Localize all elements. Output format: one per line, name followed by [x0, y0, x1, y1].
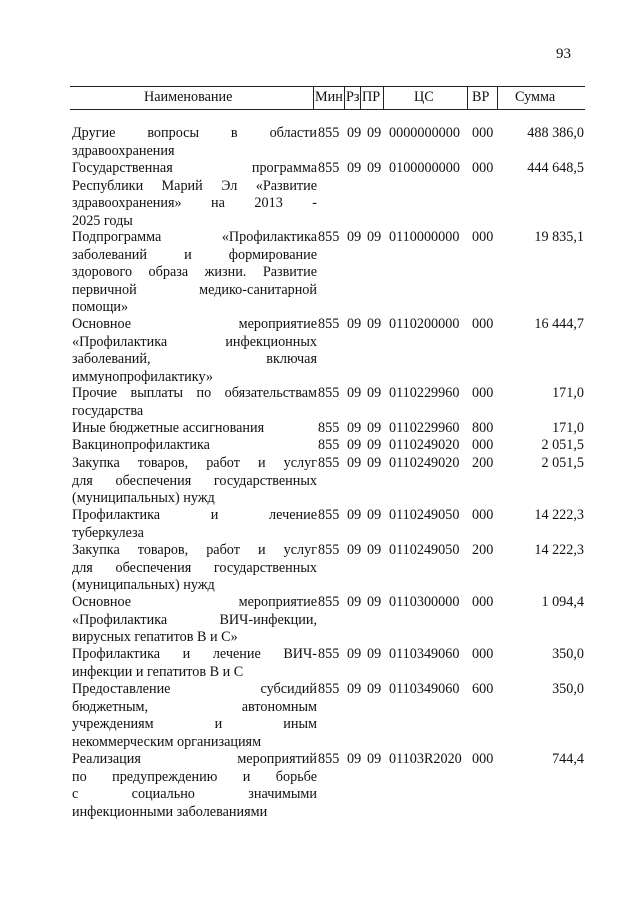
row-name-line: Подпрограмма «Профилактика — [72, 229, 317, 245]
row-vr: 000 — [472, 125, 494, 141]
row-vr: 000 — [472, 751, 494, 767]
row-name-line: Закупка товаров, работ и услуг — [72, 542, 317, 558]
row-min: 855 — [318, 229, 340, 245]
header-min: Мин — [315, 89, 343, 105]
row-cs: 0110200000 — [389, 316, 460, 332]
row-rz: 09 — [347, 160, 362, 176]
row-min: 855 — [318, 160, 340, 176]
row-name-line: Основное мероприятие — [72, 594, 317, 610]
row-cs: 01103R2020 — [389, 751, 462, 767]
row-rz: 09 — [347, 385, 362, 401]
row-name-line: бюджетным, автономным — [72, 698, 317, 715]
row-cs: 0110229960 — [389, 385, 460, 401]
row-rz: 09 — [347, 455, 362, 471]
row-rz: 09 — [347, 646, 362, 662]
row-min: 855 — [318, 646, 340, 662]
header-bottom-rule — [70, 109, 585, 110]
row-name — [72, 229, 317, 317]
row-vr: 000 — [472, 646, 494, 662]
row-pr: 09 — [367, 681, 382, 697]
row-name-line: 2025 годы — [72, 212, 133, 229]
col-separator — [313, 86, 314, 110]
row-rz: 09 — [347, 507, 362, 523]
row-name — [72, 542, 317, 595]
row-name-line: некоммерческим организациям — [72, 733, 262, 750]
row-vr: 200 — [472, 542, 494, 558]
row-rz: 09 — [347, 125, 362, 141]
row-name — [72, 646, 317, 681]
row-pr: 09 — [367, 751, 382, 767]
row-name — [72, 594, 317, 647]
col-separator — [497, 86, 498, 110]
col-separator — [344, 86, 345, 110]
row-name-line: Закупка товаров, работ и услуг — [72, 455, 317, 471]
row-name-line: Государственная программа — [72, 160, 317, 176]
row-sum: 19 835,1 — [534, 229, 584, 245]
header-sum: Сумма — [515, 89, 556, 105]
row-vr: 600 — [472, 681, 494, 697]
row-name-line: Прочие выплаты по обязательствам — [72, 385, 317, 401]
row-min: 855 — [318, 125, 340, 141]
row-min: 855 — [318, 420, 340, 436]
row-cs: 0000000000 — [389, 125, 460, 141]
row-name-line: Предоставление субсидий — [72, 681, 317, 697]
row-pr: 09 — [367, 437, 382, 453]
header-cs: ЦС — [414, 89, 434, 105]
row-name-line: туберкулеза — [72, 524, 144, 541]
header-pr: ПР — [362, 89, 381, 105]
row-min: 855 — [318, 316, 340, 332]
row-cs: 0110249020 — [389, 437, 460, 453]
row-name-line: заболеваний и формирование — [72, 246, 317, 263]
row-name-line: «Профилактика инфекционных — [72, 333, 317, 350]
row-name-line: инфекционными заболеваниями — [72, 803, 268, 820]
row-name-line: Основное мероприятие — [72, 316, 317, 332]
row-pr: 09 — [367, 594, 382, 610]
row-name-line: Реализация мероприятий — [72, 751, 317, 767]
row-name-line: здравоохранения» на 2013 - — [72, 195, 317, 212]
row-vr: 000 — [472, 385, 494, 401]
row-cs: 0110249020 — [389, 455, 460, 471]
col-separator — [383, 86, 384, 110]
row-vr: 800 — [472, 420, 494, 436]
row-name — [72, 455, 317, 508]
row-cs: 0110249050 — [389, 507, 460, 523]
row-cs: 0110300000 — [389, 594, 460, 610]
row-pr: 09 — [367, 316, 382, 332]
row-pr: 09 — [367, 229, 382, 245]
row-name-line: иммунопрофилактику» — [72, 368, 214, 385]
row-min: 855 — [318, 507, 340, 523]
header-name: Наименование — [144, 89, 233, 105]
row-vr: 000 — [472, 507, 494, 523]
row-rz: 09 — [347, 229, 362, 245]
row-sum: 444 648,5 — [527, 160, 584, 176]
row-name-line: по предупреждению и борьбе — [72, 768, 317, 785]
row-name-line: здорового образа жизни. Развитие — [72, 264, 317, 281]
row-name — [72, 681, 317, 751]
row-name-line: Иные бюджетные ассигнования — [72, 420, 265, 436]
row-name-line: (муниципальных) нужд — [72, 490, 215, 507]
header-rz: Рз — [346, 89, 360, 105]
row-min: 855 — [318, 542, 340, 558]
row-rz: 09 — [347, 594, 362, 610]
row-cs: 0110249050 — [389, 542, 460, 558]
row-min: 855 — [318, 455, 340, 471]
row-pr: 09 — [367, 455, 382, 471]
row-rz: 09 — [347, 316, 362, 332]
row-vr: 000 — [472, 229, 494, 245]
row-name-line: Профилактика и лечение ВИЧ- — [72, 646, 317, 662]
row-min: 855 — [318, 437, 340, 453]
row-rz: 09 — [347, 542, 362, 558]
row-sum: 488 386,0 — [527, 125, 584, 141]
row-vr: 000 — [472, 160, 494, 176]
row-name — [72, 125, 317, 160]
row-name-line: для обеспечения государственных — [72, 559, 317, 576]
row-rz: 09 — [347, 437, 362, 453]
row-name-line: инфекции и гепатитов В и С — [72, 663, 244, 680]
row-min: 855 — [318, 594, 340, 610]
row-name-line: Профилактика и лечение — [72, 507, 317, 523]
row-name-line: вирусных гепатитов В и С» — [72, 629, 238, 646]
row-sum: 744,4 — [552, 751, 584, 767]
row-vr: 000 — [472, 594, 494, 610]
row-sum: 171,0 — [552, 420, 584, 436]
row-name — [72, 385, 317, 420]
row-name — [72, 420, 317, 438]
row-sum: 171,0 — [552, 385, 584, 401]
row-name-line: заболеваний, включая — [72, 351, 317, 368]
row-name-line: помощи» — [72, 299, 129, 316]
row-pr: 09 — [367, 420, 382, 436]
row-sum: 14 222,3 — [534, 542, 584, 558]
row-name-line: (муниципальных) нужд — [72, 577, 215, 594]
row-pr: 09 — [367, 385, 382, 401]
row-min: 855 — [318, 385, 340, 401]
row-pr: 09 — [367, 160, 382, 176]
row-min: 855 — [318, 681, 340, 697]
row-sum: 2 051,5 — [541, 437, 584, 453]
header-top-rule — [70, 86, 585, 87]
row-rz: 09 — [347, 751, 362, 767]
row-vr: 200 — [472, 455, 494, 471]
row-name-line: Республики Марий Эл «Развитие — [72, 177, 317, 194]
page-number: 93 — [556, 46, 571, 62]
row-name-line: Вакцинопрофилактика — [72, 437, 210, 453]
row-cs: 0110349060 — [389, 681, 460, 697]
row-name-line: «Профилактика ВИЧ-инфекции, — [72, 611, 317, 628]
row-name-line: с социально значимыми — [72, 786, 317, 803]
row-sum: 14 222,3 — [534, 507, 584, 523]
header-vr: ВР — [472, 89, 490, 105]
row-name-line: для обеспечения государственных — [72, 472, 317, 489]
row-rz: 09 — [347, 681, 362, 697]
row-name-line: первичной медико-санитарной — [72, 281, 317, 298]
row-name — [72, 507, 317, 542]
row-sum: 16 444,7 — [534, 316, 584, 332]
row-name-line: здравоохранения — [72, 142, 175, 159]
row-sum: 350,0 — [552, 681, 584, 697]
row-sum: 2 051,5 — [541, 455, 584, 471]
col-separator — [360, 86, 361, 110]
row-sum: 350,0 — [552, 646, 584, 662]
row-pr: 09 — [367, 125, 382, 141]
row-name — [72, 316, 317, 386]
col-separator — [467, 86, 468, 110]
row-pr: 09 — [367, 507, 382, 523]
row-min: 855 — [318, 751, 340, 767]
row-vr: 000 — [472, 316, 494, 332]
row-name — [72, 751, 317, 821]
row-sum: 1 094,4 — [541, 594, 584, 610]
row-cs: 0110349060 — [389, 646, 460, 662]
row-cs: 0110229960 — [389, 420, 460, 436]
row-name-line: Другие вопросы в области — [72, 125, 317, 141]
row-name — [72, 160, 317, 230]
row-rz: 09 — [347, 420, 362, 436]
row-vr: 000 — [472, 437, 494, 453]
row-name — [72, 437, 317, 455]
row-cs: 0100000000 — [389, 160, 460, 176]
row-pr: 09 — [367, 646, 382, 662]
row-name-line: учреждениям и иным — [72, 716, 317, 733]
row-name-line: государства — [72, 402, 144, 419]
row-pr: 09 — [367, 542, 382, 558]
row-cs: 0110000000 — [389, 229, 460, 245]
